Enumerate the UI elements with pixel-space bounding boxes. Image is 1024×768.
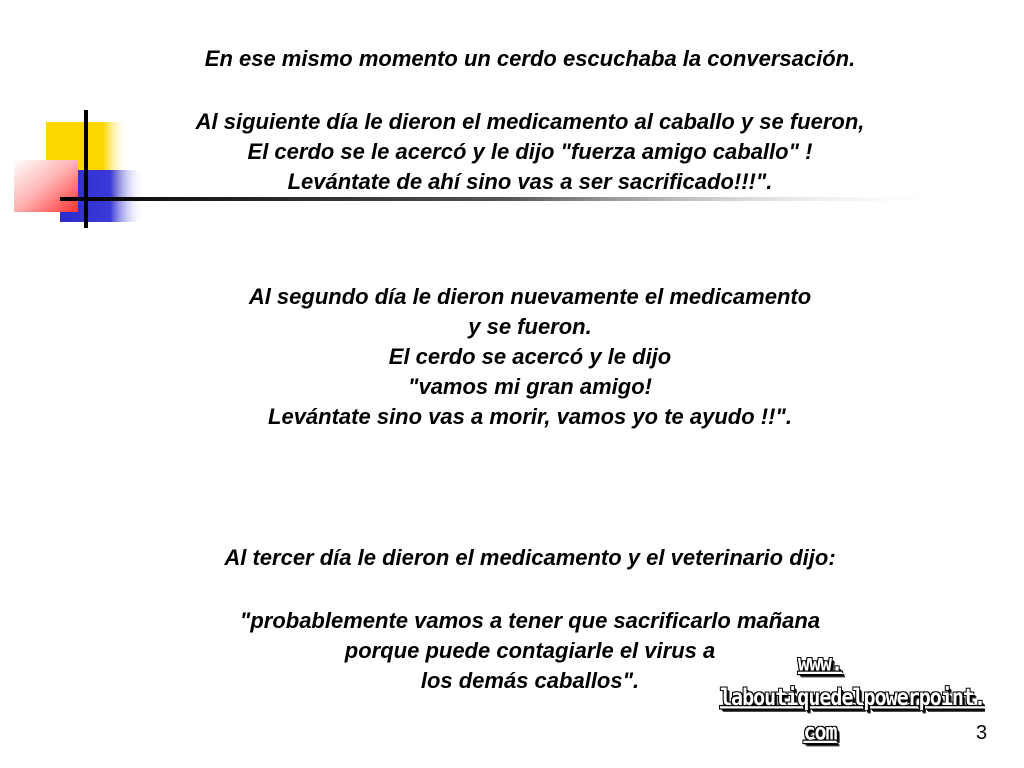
text-line: El cerdo se acercó y le dijo bbox=[388, 344, 672, 369]
paragraph-third-day bbox=[0, 543, 1024, 573]
slide-number: 3 bbox=[976, 722, 988, 744]
text-line: Al segundo día le dieron nuevamente el medicamento bbox=[248, 284, 812, 309]
text-line: En ese mismo momento un cerdo escuchaba la conversación. bbox=[204, 46, 856, 71]
text-line: "probablemente vamos a tener que sacrificarlo mañana bbox=[239, 608, 821, 633]
paragraph-first-day bbox=[0, 107, 1024, 197]
text-line: Levántate de ahí sino vas a ser sacrificado!!!". bbox=[287, 169, 773, 194]
text-line: Al tercer día le dieron el medicamento y el veterinario dijo: bbox=[224, 545, 836, 570]
website-watermark bbox=[720, 645, 985, 749]
paragraph-pig-listening bbox=[0, 44, 1024, 74]
text-line: Levántate sino vas a morir, vamos yo te ayudo !!". bbox=[268, 404, 792, 429]
text-line: Al siguiente día le dieron el medicamento al caballo y se fueron, bbox=[195, 109, 865, 134]
paragraph-second-day bbox=[0, 282, 1024, 432]
text-line: y se fueron. bbox=[468, 314, 592, 339]
text-line: los demás caballos". bbox=[420, 668, 640, 693]
horizontal-line bbox=[60, 197, 960, 201]
text-line: porque puede contagiarle el virus a bbox=[344, 638, 716, 663]
text-line: "vamos mi gran amigo! bbox=[408, 374, 652, 399]
watermark-line: com bbox=[803, 717, 837, 746]
watermark-line: www. bbox=[797, 648, 843, 677]
text-line: El cerdo se le acercó y le dijo "fuerza amigo caballo" ! bbox=[247, 139, 813, 164]
watermark-line: laboutiquedelpowerpoint. bbox=[720, 683, 985, 711]
